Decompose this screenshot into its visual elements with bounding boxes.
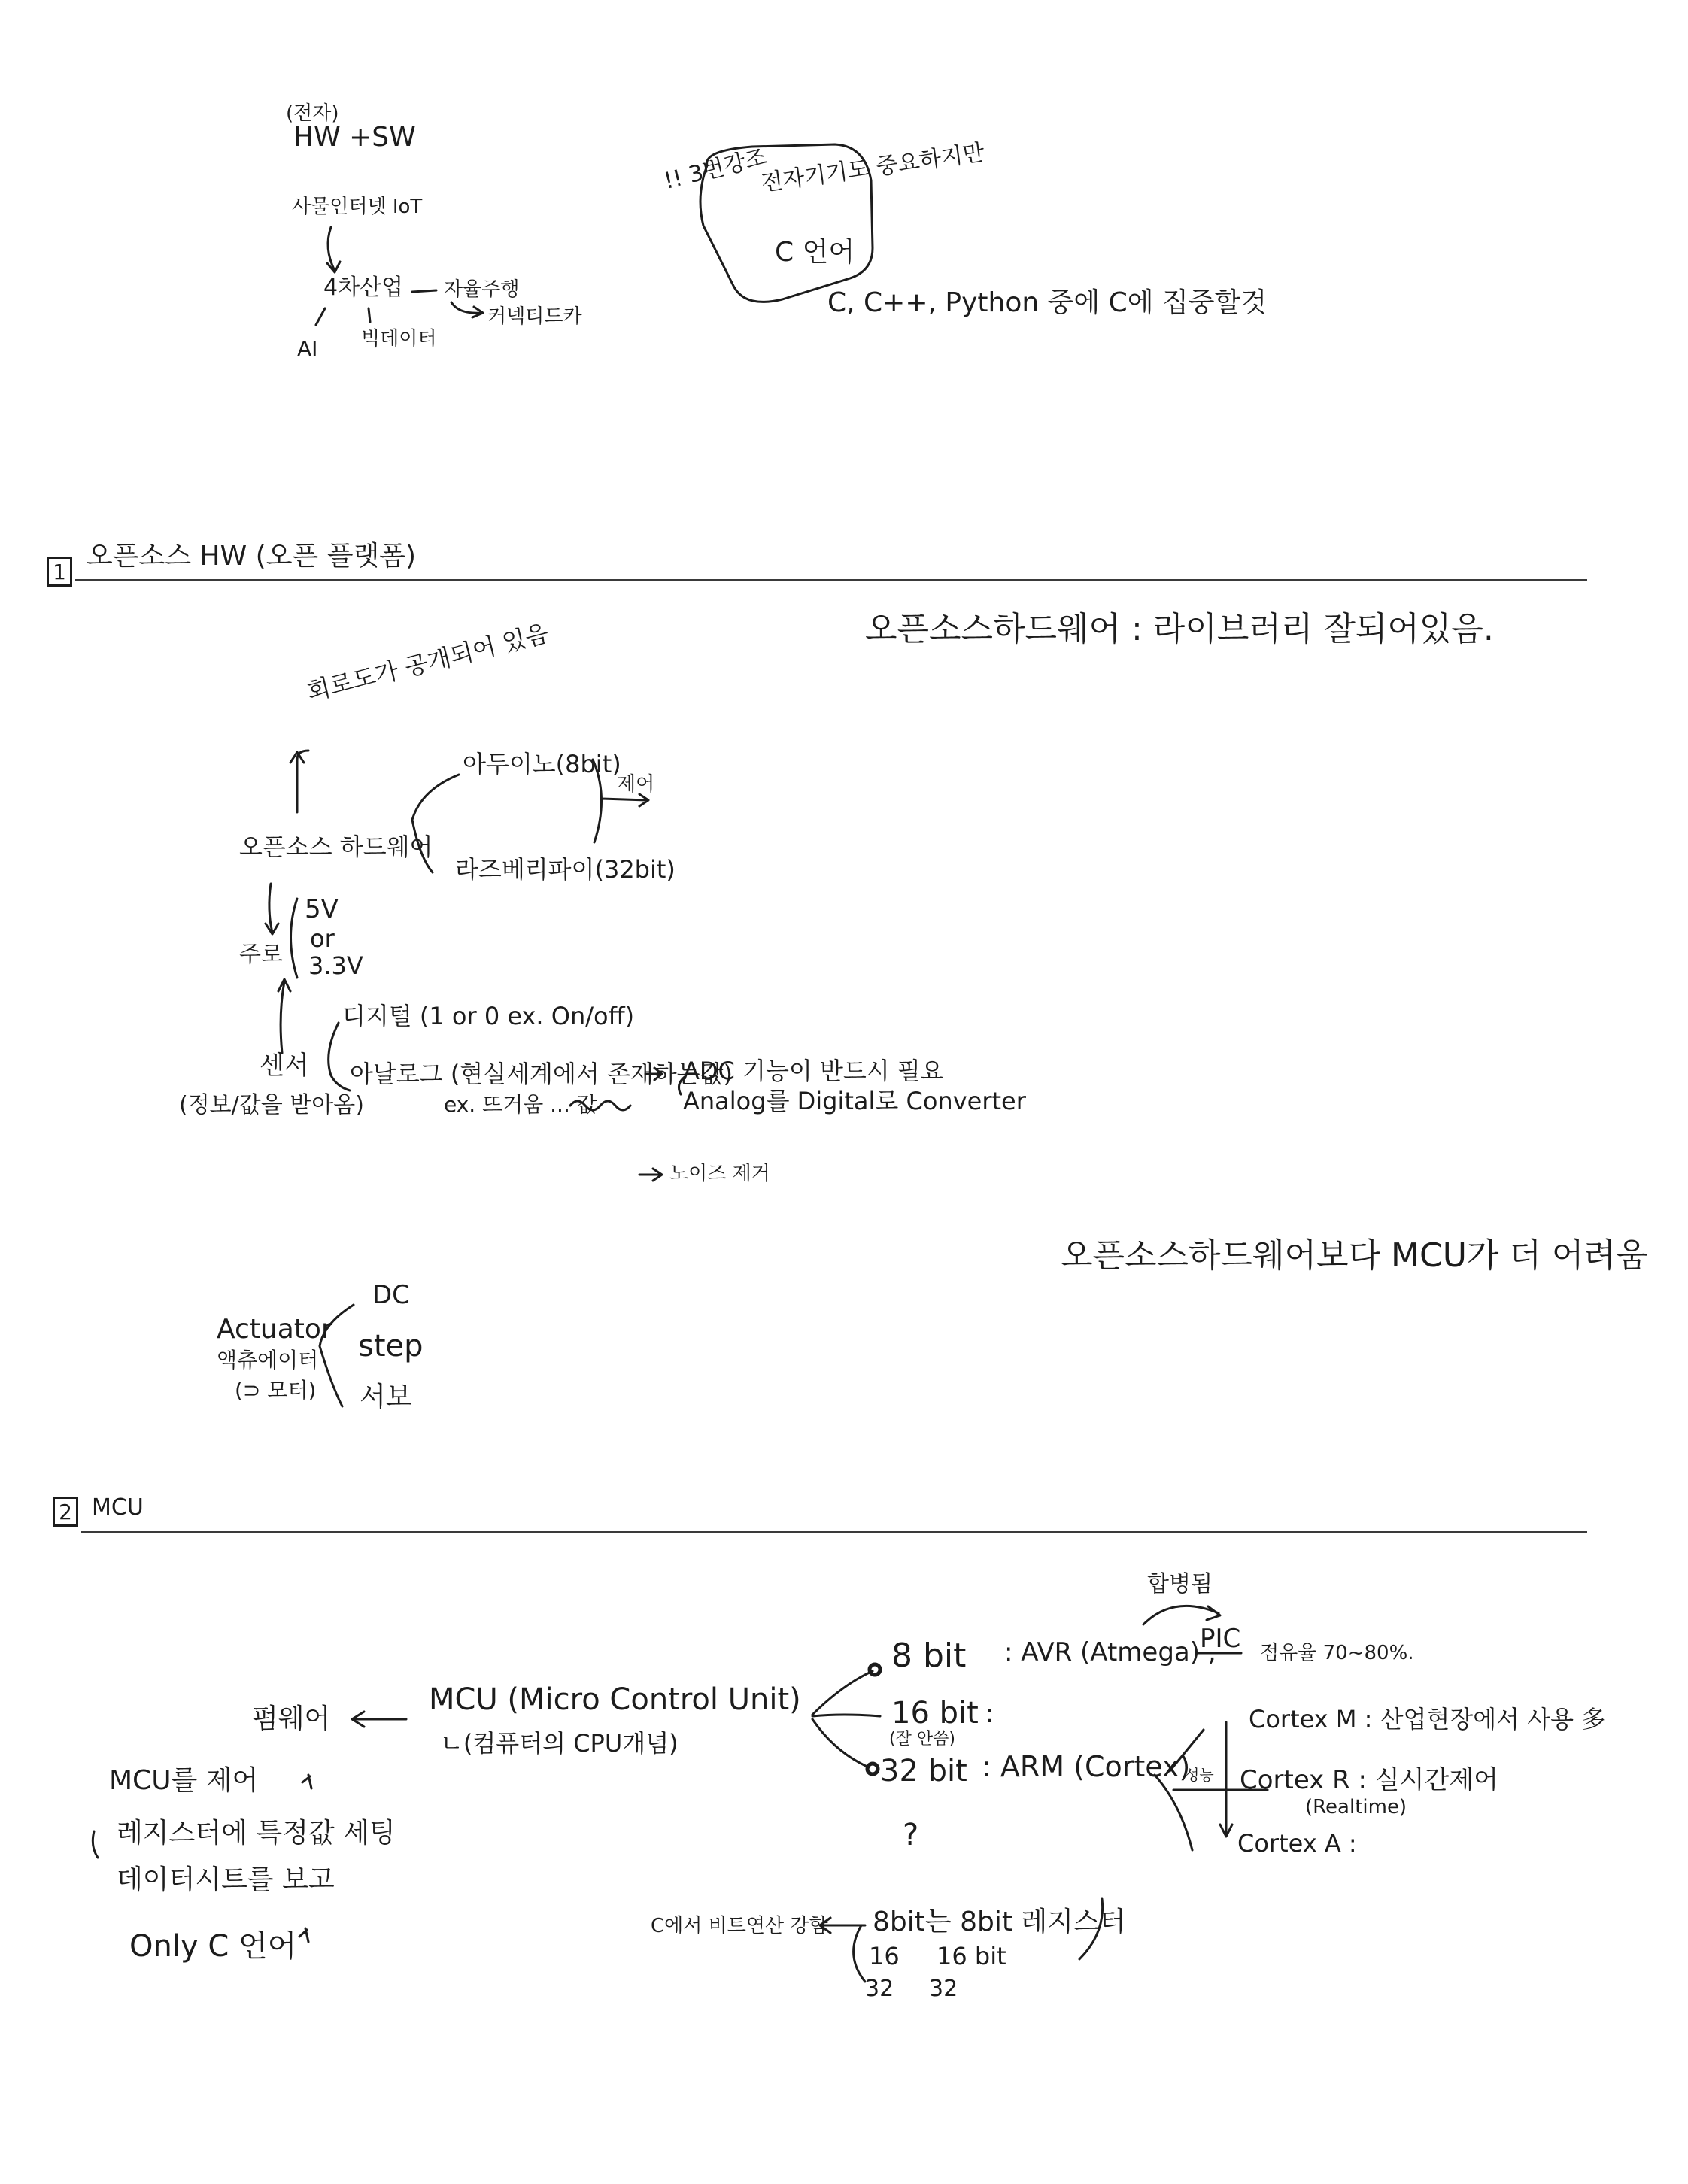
boxed-line-1: 전자기기도 중요하지만 [759, 139, 986, 197]
paren-voltage [291, 899, 298, 978]
cortex-r: Cortex R : 실시간제어 [1240, 1765, 1499, 1795]
mcu-sub: ㄴ(컴퓨터의 CPU개념) [440, 1729, 679, 1758]
cortex-r-sub: (Realtime) [1305, 1796, 1407, 1818]
section-2-rule [81, 1531, 1587, 1533]
languages-note: C, C++, Python 중에 C에 집중할것 [827, 287, 1268, 318]
adc-full: Analog를 Digital로 Converter [683, 1087, 1026, 1115]
mcu-full: MCU (Micro Control Unit) [429, 1682, 801, 1717]
bit-8: 8 bit [891, 1636, 967, 1675]
branch-8bit [812, 1671, 873, 1715]
actuator-motor: (⊃ 모터) [235, 1378, 317, 1403]
arrow-circuit [290, 751, 308, 812]
warning-mark: !! 3번강조 [661, 144, 770, 196]
reg-16-a: 16 [869, 1942, 900, 1970]
bit-operation: C에서 비트연산 강함 [651, 1915, 828, 1937]
bit-16: 16 bit [891, 1696, 979, 1731]
circuit-public: 회로도가 공개되어 있음 [304, 618, 552, 706]
hw-sw-prefix: (전자) [286, 102, 339, 125]
cortex-a: Cortex A : [1237, 1829, 1357, 1858]
perf-arrow [1220, 1722, 1232, 1837]
fw-hook1 [302, 1775, 311, 1788]
iot: 사물인터넷 IoT [292, 196, 423, 218]
mainly: 주로 [239, 942, 283, 968]
raspberry: 라즈베리파이(32bit) [455, 855, 676, 884]
reg-32-b: 32 [929, 1976, 958, 2002]
branch-bigdata [369, 308, 370, 322]
library-note: 오픈소스하드웨어 : 라이브러리 잘되어있음. [865, 610, 1494, 648]
section-2-title: MCU [92, 1494, 144, 1521]
industry-4: 4차산업 [323, 275, 404, 301]
arm: : ARM (Cortex) [982, 1750, 1191, 1783]
dot-8bit [870, 1664, 880, 1675]
cortex-curve [1155, 1775, 1192, 1850]
volt-or: or [310, 924, 335, 953]
oshw: 오픈소스 하드웨어 [239, 833, 433, 861]
dash-autonomous [412, 290, 436, 292]
boxed-line-2: C 언어 [775, 237, 855, 268]
autonomous: 자율주행 [444, 278, 520, 301]
sensor: 센서 [260, 1051, 309, 1081]
step: step [358, 1329, 424, 1363]
noise-arrow [639, 1169, 662, 1181]
fw-hook3 [299, 1928, 308, 1942]
dot-32bit [867, 1764, 878, 1774]
actuator-ko: 액츄에이터 [217, 1348, 319, 1373]
question-mark: ? [903, 1818, 919, 1852]
bit-32: 32 bit [880, 1754, 967, 1788]
volt-5: 5V [305, 894, 339, 924]
section-1-title: 오픈소스 HW (오픈 플랫폼) [87, 541, 417, 572]
section-1-rule [75, 579, 1587, 581]
reg-8: 8bit는 8bit 레지스터 [873, 1906, 1126, 1937]
avr: : AVR (Atmega) , [1004, 1637, 1216, 1667]
volt-33: 3.3V [308, 951, 363, 980]
dc: DC [372, 1280, 410, 1310]
fw-hook2 [93, 1831, 98, 1858]
servo: 서보 [360, 1382, 412, 1412]
arrow-mcu-firmware [352, 1712, 406, 1727]
branch-ai [316, 308, 325, 325]
section-1-number: 1 [47, 557, 72, 587]
firmware: 펌웨어 [252, 1703, 331, 1734]
arduino: 아두이노(8bit) [463, 750, 621, 778]
hw-sw: HW +SW [293, 122, 416, 153]
connected-car: 커넥티드카 [487, 305, 582, 328]
reg-paren [854, 1925, 865, 1982]
mcu-harder: 오픈소스하드웨어보다 MCU가 더 어려움 [1061, 1236, 1648, 1275]
branch-32bit [812, 1719, 869, 1767]
analog: 아날로그 (현실세계에서 존재하는값) [350, 1060, 733, 1088]
reg-32-a: 32 [865, 1976, 894, 2002]
actuator: Actuator [217, 1314, 332, 1345]
bigdata: 빅데이터 [361, 328, 437, 350]
performance: 성능 [1185, 1766, 1214, 1784]
fw-line-3: 데이터시트를 보고 [117, 1864, 335, 1895]
reg-16-b: 16 bit [937, 1942, 1006, 1970]
ai: AI [297, 336, 318, 361]
merged-arrow [1143, 1606, 1220, 1624]
adc: ADC 기능이 반드시 필요 [683, 1057, 944, 1085]
arrow-oshw-mainly [266, 884, 278, 934]
arrow-sensor-mainly [278, 979, 290, 1053]
merged: 합병됨 [1147, 1571, 1213, 1597]
bit-16-sub: (잘 안씀) [889, 1730, 955, 1749]
section-2-number: 2 [53, 1497, 78, 1527]
digital: 디지털 (1 or 0 ex. On/off) [342, 1002, 635, 1030]
share: 점유율 70~80%. [1260, 1642, 1414, 1664]
noise: 노이즈 제거 [669, 1163, 770, 1185]
fw-line-2: 레지스터에 특정값 세팅 [117, 1818, 396, 1849]
pic: PIC [1200, 1624, 1241, 1654]
arrow-iot-industry [327, 227, 340, 272]
fw-line-4: Only C 언어 [129, 1929, 297, 1964]
arrow-connected [451, 302, 483, 317]
colon-16: : [985, 1699, 994, 1729]
fw-line-1: MCU를 제어 [109, 1765, 259, 1796]
brace-sensor [329, 1023, 350, 1090]
analog-ex: ex. 뜨거움 ... 값 [444, 1092, 597, 1117]
cortex-m: Cortex M : 산업현장에서 사용 多 [1249, 1705, 1606, 1734]
control: 제어 [617, 773, 655, 796]
sensor-sub: (정보/값을 받아옴) [179, 1092, 364, 1118]
branch-16bit [812, 1715, 880, 1716]
